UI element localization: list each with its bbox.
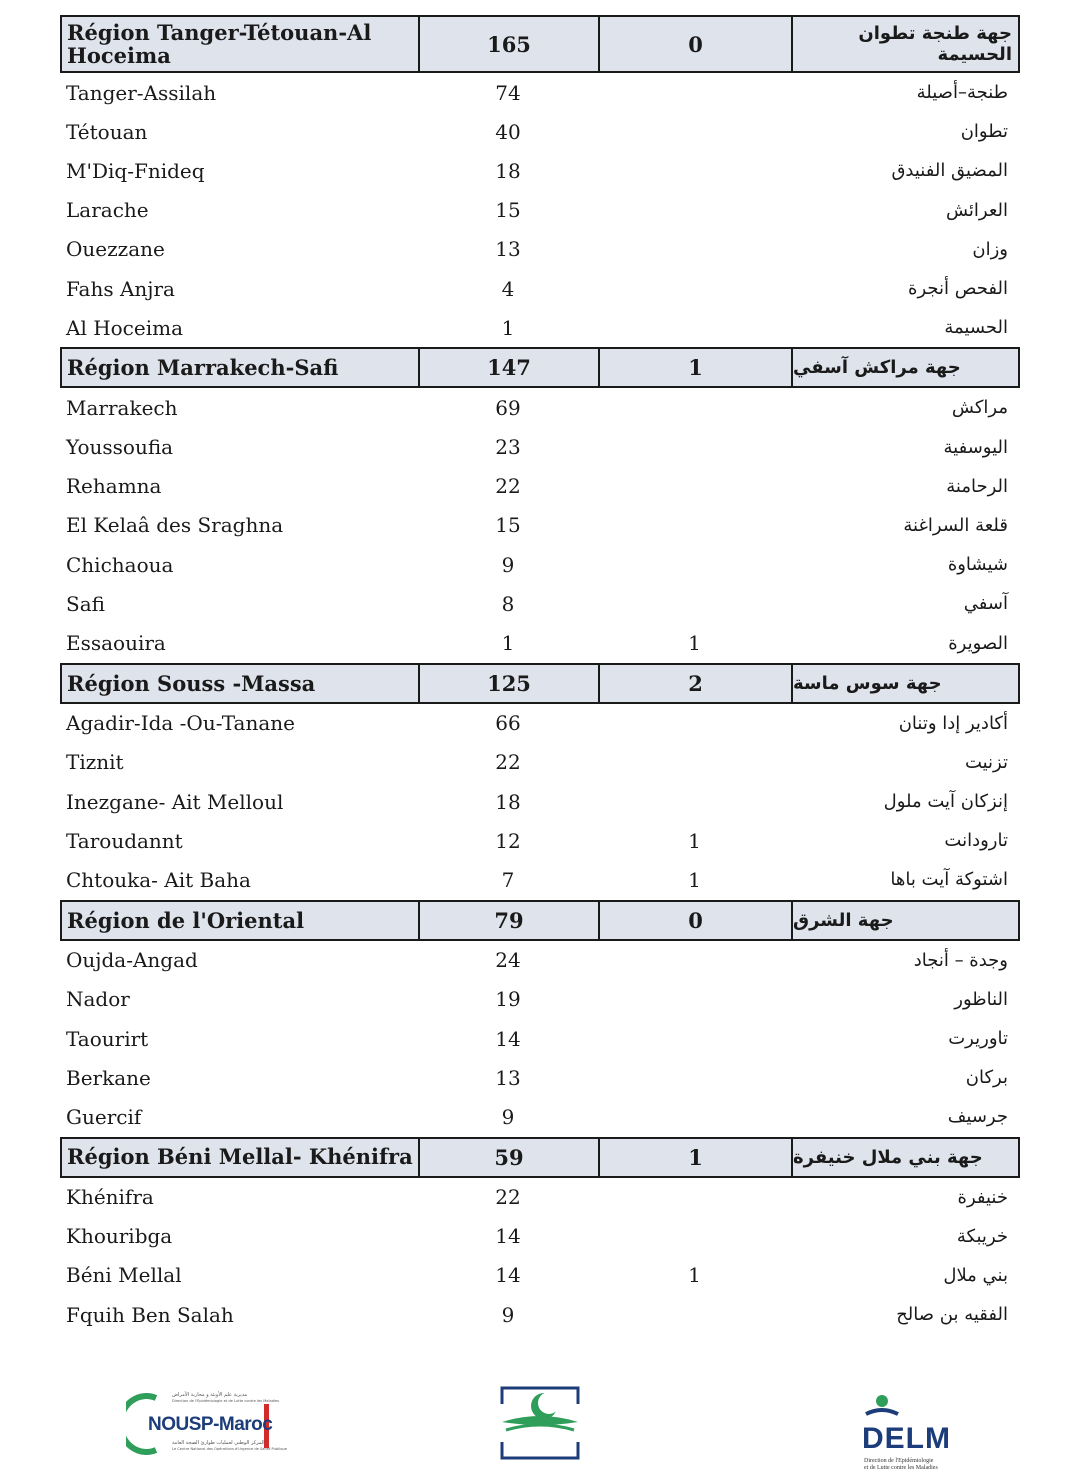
- province-cases: 9: [501, 1302, 515, 1327]
- province-row: [60, 821, 1020, 860]
- region-total-cases: 79: [420, 902, 600, 939]
- region-name-fr: Région Béni Mellal- Khénifra: [62, 1139, 420, 1176]
- region-name-ar: جهة سوس ماسة: [793, 672, 942, 694]
- regional-cases-table: [60, 15, 1020, 1334]
- province-name-ar: اشتوكة آيت باها: [890, 869, 1008, 891]
- region-header-row: [60, 900, 1020, 941]
- region-name-ar: جهة بني ملال خنيفرة: [793, 1146, 983, 1168]
- province-name-fr: Safi: [66, 591, 105, 616]
- province-name-fr: Inezgane- Ait Melloul: [66, 789, 284, 814]
- province-row: [60, 743, 1020, 782]
- province-cases: 15: [495, 513, 521, 538]
- province-name-ar: شيشاوة: [947, 554, 1008, 576]
- province-name-ar: بني ملال: [943, 1264, 1008, 1286]
- province-cases: 7: [501, 867, 515, 892]
- province-cases: 14: [495, 1026, 521, 1051]
- province-deaths: 1: [688, 1263, 701, 1288]
- province-name-fr: Fquih Ben Salah: [66, 1302, 234, 1327]
- province-name-fr: Ouezzane: [66, 237, 165, 262]
- province-row: [60, 73, 1020, 112]
- province-row: [60, 1058, 1020, 1097]
- province-row: [60, 308, 1020, 347]
- province-name-ar: خريبكة: [956, 1225, 1008, 1247]
- region-name-fr: Région Souss -Massa: [62, 665, 420, 702]
- province-row: [60, 941, 1020, 980]
- province-name-fr: Agadir-Ida -Ou-Tanane: [66, 711, 295, 736]
- province-name-fr: Marrakech: [66, 395, 178, 420]
- province-cases: 40: [495, 119, 521, 144]
- province-name-fr: El Kelaâ des Sraghna: [66, 513, 284, 538]
- nousp-caption2-fr: Le Centre National des Opérations d'Urgence de Santé Publique: [172, 1447, 287, 1451]
- province-name-ar: قلعة السراغنة: [903, 514, 1008, 536]
- province-row: [60, 782, 1020, 821]
- delm-caption-1: Direction de l'Epidémiologie: [864, 1458, 934, 1464]
- province-name-fr: Taroudannt: [66, 828, 183, 853]
- region-deaths: 1: [600, 1139, 793, 1176]
- province-row: [60, 1256, 1020, 1295]
- province-cases: 12: [495, 828, 521, 853]
- province-cases: 1: [501, 315, 515, 340]
- region-total-cases: 165: [420, 17, 600, 71]
- province-cases: 22: [495, 750, 521, 775]
- province-row: [60, 388, 1020, 427]
- province-name-ar: خنيفرة: [957, 1186, 1008, 1208]
- province-row: [60, 506, 1020, 545]
- province-cases: 13: [495, 237, 521, 262]
- province-name-fr: Chichaoua: [66, 552, 174, 577]
- province-name-ar: إنزكان آيت ملول: [883, 791, 1008, 813]
- province-name-ar: مراكش: [951, 397, 1008, 419]
- province-name-fr: Khouribga: [66, 1224, 173, 1249]
- province-cases: 23: [495, 435, 521, 460]
- province-cases: 18: [495, 789, 521, 814]
- province-row: [60, 428, 1020, 467]
- province-name-fr: Khénifra: [66, 1185, 154, 1210]
- province-row: [60, 112, 1020, 151]
- province-name-fr: Essaouira: [66, 631, 166, 656]
- province-row: [60, 860, 1020, 899]
- province-cases: 4: [501, 276, 515, 301]
- province-cases: 8: [501, 591, 515, 616]
- province-name-fr: Berkane: [66, 1065, 151, 1090]
- province-deaths: 1: [688, 828, 701, 853]
- province-cases: 14: [495, 1263, 521, 1288]
- region-total-cases: 147: [420, 349, 600, 386]
- province-name-fr: Tanger-Assilah: [66, 80, 217, 105]
- province-name-fr: Al Hoceima: [66, 315, 184, 340]
- province-cases: 15: [495, 198, 521, 223]
- region-name-ar: جهة طنجة تطوان الحسيمة: [858, 23, 1012, 65]
- region-name-ar: جهة الشرق: [793, 909, 894, 931]
- province-name-ar: جرسيف: [947, 1106, 1008, 1128]
- nousp-title: NOUSP-Maroc: [148, 1414, 273, 1435]
- province-cases: 14: [495, 1224, 521, 1249]
- province-cases: 22: [495, 1185, 521, 1210]
- province-row: [60, 704, 1020, 743]
- crescent-emblem-icon: [498, 1384, 582, 1462]
- delm-figure-icon: [858, 1394, 958, 1424]
- province-name-ar: تطوان: [960, 121, 1008, 143]
- province-deaths: 1: [688, 631, 701, 656]
- province-cases: 22: [495, 474, 521, 499]
- delm-caption-2: et de Lutte contre les Maladies: [864, 1465, 938, 1471]
- province-cases: 9: [501, 552, 515, 577]
- ministry-logo: [498, 1384, 582, 1462]
- region-total-cases: 125: [420, 665, 600, 702]
- province-cases: 24: [495, 948, 521, 973]
- nousp-caption2-ar: المركز الوطني لعمليات طوارئ الصحة العامة: [172, 1440, 265, 1446]
- province-name-fr: Fahs Anjra: [66, 276, 175, 301]
- province-name-ar: وجدة – أنجاد: [913, 949, 1008, 971]
- province-cases: 66: [495, 711, 521, 736]
- province-row: [60, 1217, 1020, 1256]
- region-name-fr: Région de l'Oriental: [62, 902, 420, 939]
- province-name-fr: Larache: [66, 198, 149, 223]
- province-row: [60, 584, 1020, 623]
- region-deaths: 2: [600, 665, 793, 702]
- province-cases: 9: [501, 1104, 515, 1129]
- region-name-fr: Région Marrakech-Safi: [62, 349, 420, 386]
- province-name-ar: الفحص أنجرة: [908, 278, 1008, 300]
- province-row: [60, 1295, 1020, 1334]
- delm-title: DELM: [862, 1422, 951, 1455]
- footer-logos: [0, 1380, 1080, 1478]
- region-deaths: 0: [600, 17, 793, 71]
- province-row: [60, 191, 1020, 230]
- region-name-fr: Région Tanger-Tétouan-Al Hoceima: [62, 17, 420, 71]
- province-name-fr: Tiznit: [66, 750, 124, 775]
- region-name-ar: جهة مراكش آسفي: [793, 357, 961, 379]
- province-name-fr: Tétouan: [66, 119, 148, 144]
- province-name-fr: Béni Mellal: [66, 1263, 182, 1288]
- province-name-ar: المضيق الفنيدق: [891, 160, 1008, 182]
- nousp-caption-fr: Direction de l'Epidémiologie et de Lutte contre les Maladies: [172, 1399, 280, 1403]
- province-name-ar: الحسيمة: [944, 317, 1008, 339]
- region-total-cases: 59: [420, 1139, 600, 1176]
- province-name-ar: الناظور: [954, 988, 1008, 1010]
- province-cases: 69: [495, 395, 521, 420]
- province-row: [60, 151, 1020, 190]
- province-name-ar: أكادير إدا وتنان: [898, 712, 1008, 734]
- province-name-fr: Guercif: [66, 1104, 142, 1129]
- province-name-ar: تارودانت: [944, 830, 1008, 852]
- province-name-ar: تزنيت: [964, 751, 1008, 773]
- province-name-fr: M'Diq-Fnideq: [66, 158, 205, 183]
- province-name-ar: وزان: [972, 238, 1008, 260]
- nousp-caption-ar: مديرية علم الأوبئة و محاربة الأمراض: [172, 1392, 248, 1398]
- province-row: [60, 980, 1020, 1019]
- province-row: [60, 1178, 1020, 1217]
- province-row: [60, 230, 1020, 269]
- province-name-fr: Chtouka- Ait Baha: [66, 867, 251, 892]
- province-name-fr: Rehamna: [66, 474, 162, 499]
- province-cases: 18: [495, 158, 521, 183]
- province-row: [60, 623, 1020, 662]
- province-name-fr: Oujda-Angad: [66, 948, 198, 973]
- region-deaths: 1: [600, 349, 793, 386]
- province-name-ar: الفقيه بن صالح: [896, 1304, 1008, 1326]
- province-name-fr: Taourirt: [66, 1026, 149, 1051]
- province-cases: 19: [495, 987, 521, 1012]
- province-name-ar: طنجة–أصيلة: [916, 82, 1008, 104]
- delm-logo: [858, 1394, 958, 1470]
- province-deaths: 1: [688, 867, 701, 892]
- province-row: [60, 1097, 1020, 1136]
- nousp-maroc-logo: [126, 1390, 287, 1456]
- province-name-ar: تاوريرت: [948, 1028, 1008, 1050]
- province-cases: 1: [501, 631, 515, 656]
- province-name-ar: آسفي: [963, 593, 1008, 615]
- province-name-ar: الصويرة: [948, 632, 1008, 654]
- province-cases: 74: [495, 80, 521, 105]
- province-row: [60, 467, 1020, 506]
- province-row: [60, 545, 1020, 584]
- province-name-ar: الرحامنة: [946, 475, 1008, 497]
- region-header-row: [60, 1137, 1020, 1178]
- province-name-ar: العرائش: [945, 199, 1008, 221]
- province-row: [60, 1019, 1020, 1058]
- province-name-fr: Youssoufia: [66, 435, 174, 460]
- province-name-ar: اليوسفية: [943, 436, 1008, 458]
- province-name-fr: Nador: [66, 987, 130, 1012]
- province-name-ar: بركان: [965, 1067, 1008, 1089]
- region-header-row: [60, 663, 1020, 704]
- region-deaths: 0: [600, 902, 793, 939]
- region-header-row: [60, 347, 1020, 388]
- province-cases: 13: [495, 1065, 521, 1090]
- province-row: [60, 269, 1020, 308]
- region-header-row: [60, 15, 1020, 73]
